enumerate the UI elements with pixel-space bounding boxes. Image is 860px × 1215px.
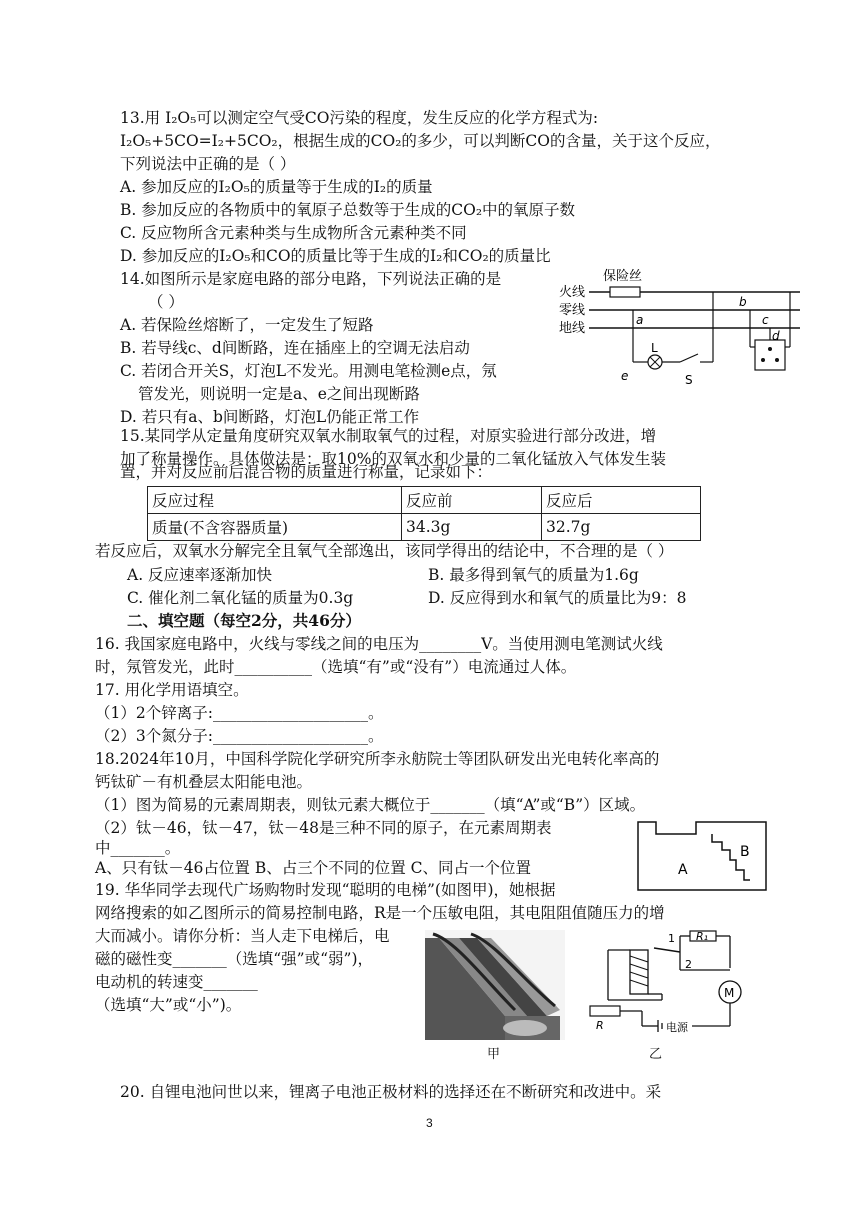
table-header-before: 反应前 [402, 487, 542, 514]
q15-stem-line3: 置，并对反应前后混合物的质量进行称量，记录如下： [120, 463, 493, 481]
q19-line3: 大而减小。请你分析：当人走下电梯后，电 [95, 927, 390, 945]
q14-option-d: D. 若只有a、b间断路，灯泡L仍能正常工作 [120, 408, 420, 426]
lamp-label: L [651, 341, 658, 355]
q13-option-d: D. 参加反应的I₂O₅和CO的质量比等于生成的I₂和CO₂的质量比 [120, 247, 551, 265]
figure-jia-caption: 甲 [487, 1047, 501, 1062]
table-cell-mass-label: 质量(不含容器质量) [148, 514, 402, 541]
q13-option-b: B. 参加反应的各物质中的氧原子总数等于生成的CO₂中的氧原子数 [120, 201, 576, 219]
pressure-resistor-symbol [590, 1006, 620, 1016]
q15-stem-line4: 若反应后，双氧水分解完全且氧气全部逸出，该同学得出的结论中，不合理的是（ ） [95, 542, 674, 560]
fuse-label: 保险丝 [603, 269, 643, 284]
q15-stem-line1: 15.某同学从定量角度研究双氧水制取氧气的过程，对原实验进行部分改进，增 [120, 427, 657, 445]
point-d-label: d [772, 329, 780, 343]
neutral-wire-label: 零线 [559, 303, 586, 318]
region-a-label: A [678, 862, 688, 878]
q18-line4: （2）钛－46，钛－47，钛－48是三种不同的原子，在元素周期表 [95, 819, 552, 837]
q14-stem-line1: 14.如图所示是家庭电路的部分电路，下列说法正确的是 [120, 270, 502, 288]
table-header-after: 反应后 [542, 487, 701, 514]
resistor-r1-label: R₁ [696, 930, 709, 943]
q14-option-c-line1: C. 若闭合开关S，灯泡L不发光。用测电笔检测e点，氖 [120, 362, 497, 380]
q17-line2: （1）2个锌离子:____________________。 [95, 704, 384, 722]
table-row [148, 487, 701, 514]
q15-option-b: B. 最多得到氧气的质量为1.6g [428, 566, 639, 584]
q15-option-c: C. 催化剂二氧化锰的质量为0.3g [127, 589, 354, 607]
periodic-table-sketch [636, 818, 772, 894]
q19-line2: 网络搜索的如乙图所示的简易控制电路，R是一个压敏电阻，其电阻阻值随压力的增 [95, 904, 665, 922]
q19-line4: 磁的磁性变_______（选填“强”或“弱”)， [95, 950, 373, 968]
q19-line1: 19. 华华同学去现代广场购物时发现“聪明的电梯”(如图甲)，她根据 [95, 881, 556, 899]
table-cell-before-value: 34.3g [402, 514, 542, 541]
q13-stem-line3: 下列说法中正确的是（ ） [120, 155, 296, 173]
q17-line3: （2）3个氮分子:____________________。 [95, 727, 384, 745]
q14-option-b: B. 若导线c、d间断路，连在插座上的空调无法启动 [120, 339, 470, 357]
household-circuit-diagram [555, 262, 820, 392]
q19-line6: （选填“大”或“小”)。 [95, 996, 242, 1014]
table-row [148, 514, 701, 541]
q19-line5: 电动机的转速变_______ [95, 973, 258, 991]
q13-stem-line1: 13.用 I₂O₅可以测定空气受CO污染的程度，发生反应的化学方程式为: [120, 109, 599, 127]
q16-line1: 16. 我国家庭电路中，火线与零线之间的电压为________V。当使用测电笔测试火线 [95, 635, 663, 653]
region-b-label: B [740, 844, 750, 860]
q20-line1: 20. 自锂电池问世以来，锂离子电池正极材料的选择还在不断研究和改进中。采 [120, 1083, 662, 1101]
q14-option-c-line2: 管发光，则说明一定是a、e之间出现断路 [138, 385, 420, 403]
switch-symbol [680, 354, 698, 362]
point-e-label: e [621, 369, 629, 383]
pressure-resistor-label: R [596, 1019, 604, 1032]
q14-option-a: A. 若保险丝熔断了，一定发生了短路 [120, 316, 374, 334]
control-circuit-diagram [582, 930, 752, 1040]
live-wire-label: 火线 [559, 285, 586, 300]
point-c-label: c [762, 313, 769, 327]
q15-option-a: A. 反应速率逐渐加快 [127, 566, 273, 584]
q18-line1: 18.2024年10月，中国科学院化学研究所李永舫院士等团队研发出光电转化率高的 [95, 750, 660, 768]
fuse-symbol [610, 287, 640, 297]
figure-yi-caption: 乙 [649, 1047, 663, 1062]
q18-line5: 中_______。 [95, 839, 181, 857]
q18-line3: （1）图为简易的元素周期表，则钛元素大概位于_______（填“A”或“B”）区域。 [95, 796, 646, 814]
q18-line2: 钙钛矿－有机叠层太阳能电池。 [95, 773, 313, 791]
contact-2-label: 2 [685, 958, 692, 971]
q14-stem-line2: （ ） [148, 293, 184, 311]
q16-line2: 时，氖管发光，此时__________（选填“有”或“没有”）电流通过人体。 [95, 658, 577, 676]
contact-1-label: 1 [668, 932, 675, 945]
point-b-label: b [739, 295, 747, 309]
q13-option-c: C. 反应物所含元素种类与生成物所含元素种类不同 [120, 224, 467, 242]
table-cell-after-value: 32.7g [542, 514, 701, 541]
q13-option-a: A. 参加反应的I₂O₅的质量等于生成的I₂的质量 [120, 178, 433, 196]
section-heading: 二、填空题（每空2分，共46分） [127, 611, 361, 630]
mass-record-table [147, 486, 701, 541]
power-source-label: 电源 [666, 1021, 688, 1034]
escalator-photo [425, 930, 565, 1040]
socket-symbol [755, 340, 785, 370]
q15-stem-line2: 加了称量操作。具体做法是：取10%的双氧水和少量的二氧化锰放入气体发生装 [120, 450, 666, 468]
switch-label: S [685, 373, 693, 387]
motor-label: M [724, 986, 735, 1000]
q13-stem-line2: I₂O₅+5CO=I₂+5CO₂，根据生成的CO₂的多少，可以判断CO的含量，关于这个反应， [120, 132, 721, 150]
page-number: 3 [426, 1116, 433, 1130]
table-header-process: 反应过程 [148, 487, 402, 514]
q17-line1: 17. 用化学用语填空。 [95, 681, 249, 699]
ground-wire-label: 地线 [559, 321, 586, 336]
q15-option-d: D. 反应得到水和氧气的质量比为9：8 [428, 589, 687, 607]
q18-line6: A、只有钛－46占位置 B、占三个不同的位置 C、同占一个位置 [95, 859, 532, 877]
point-a-label: a [636, 313, 644, 327]
